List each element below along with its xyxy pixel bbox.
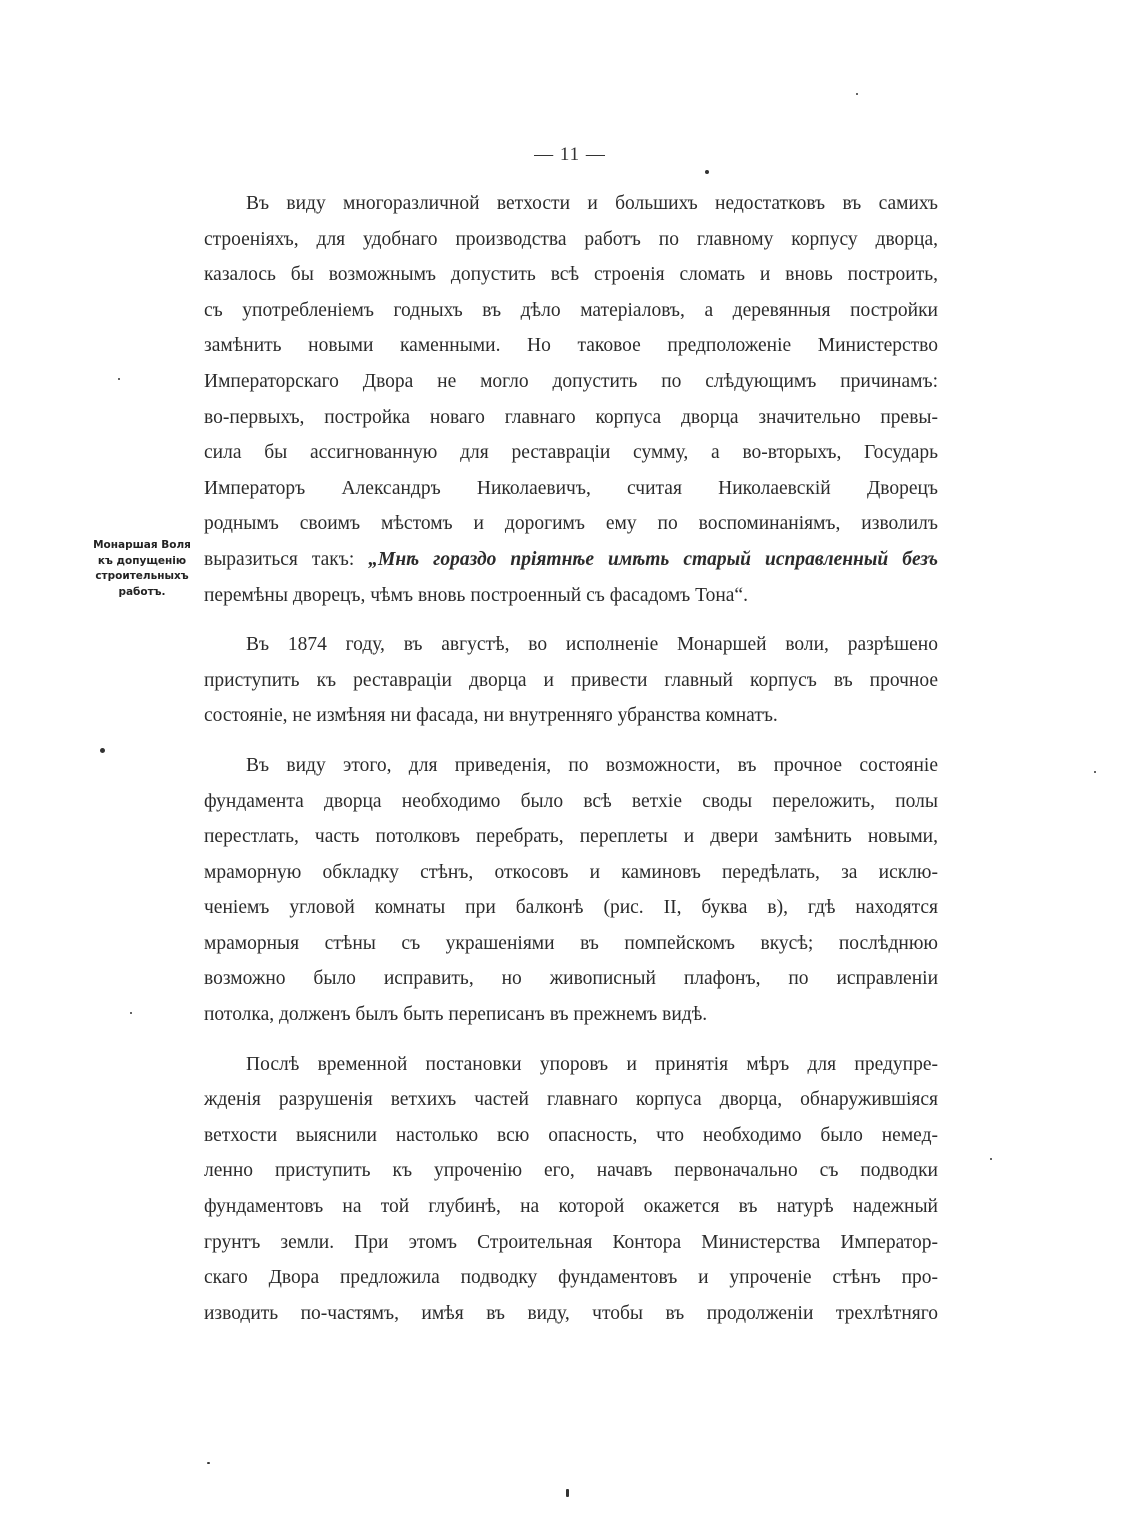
scan-speck <box>118 378 120 380</box>
text-line: ленно приступить къ упроченію его, начавъ первоначально съ подводки <box>204 1160 938 1182</box>
text-run: выразиться такъ: <box>204 548 369 570</box>
text-line: приступить къ реставраціи дворца и привести главный корпусъ въ прочное <box>204 669 938 691</box>
body-text <box>204 186 938 1331</box>
scan-speck <box>1094 771 1096 773</box>
text-line: скаго Двора предложила подводку фундаментовъ и упроченіе стѣнъ про- <box>204 1267 938 1289</box>
margin-note-line: къ допущенію <box>97 554 187 567</box>
paragraph-gap <box>204 734 938 748</box>
margin-note-line: строительныхъ <box>95 570 189 582</box>
text-line: фундамента дворца необходимо было всѣ ветхіе своды переложить, полы <box>204 790 938 812</box>
text-line: во-первыхъ, постройка новаго главнаго корпуса дворца значительно превы- <box>204 406 938 428</box>
scan-speck <box>990 1158 992 1160</box>
margin-note-line: работъ. <box>118 585 166 598</box>
text-line: грунтъ земли. При этомъ Строительная Контора Министерства Император- <box>204 1231 938 1253</box>
text-line: Послѣ временной постановки упоровъ и принятія мѣръ для предупре- <box>246 1053 938 1075</box>
text-line: состояніе, не измѣняя ни фасада, ни внутренняго убранства комнатъ. <box>204 705 778 727</box>
margin-note-line: Монаршая Воля <box>93 539 191 551</box>
text-line: сила бы ассигнованную для реставраціи сумму, а во-вторыхъ, Государь <box>204 442 938 464</box>
text-line: замѣнить новыми каменными. Но таковое предположеніе Министерство <box>204 335 938 357</box>
text-line-with-quote <box>204 542 938 578</box>
paragraph-1 <box>204 186 938 613</box>
scan-speck <box>207 1462 210 1464</box>
text-line: строеніяхъ, для удобнаго производства работъ по главному корпусу дворца, <box>204 228 938 250</box>
text-line: Императоръ Александръ Николаевичъ, считая Николаевскій Дворецъ <box>204 477 938 499</box>
text-line: фундаментовъ на той глубинѣ, на которой окажется въ натурѣ надежный <box>204 1196 938 1218</box>
text-line: перестлать, часть потолковъ перебрать, переплеты и двери замѣнить новыми, <box>204 826 938 848</box>
text-line: Въ 1874 году, въ августѣ, во исполненіе Монаршей воли, разрѣшено <box>246 634 938 656</box>
margin-note <box>92 538 192 600</box>
paragraph-3 <box>204 748 938 1033</box>
paragraph-gap <box>204 613 938 627</box>
text-line: Въ виду этого, для приведенія, по возможности, въ прочное состояніе <box>246 754 938 776</box>
text-line: казалось бы возможнымъ допустить всѣ строенія сломать и вновь построить, <box>204 264 938 286</box>
text-line: съ употребленіемъ годныхъ въ дѣло матеріаловъ, а деревянныя постройки <box>204 299 938 321</box>
text-line: изводить по-частямъ, имѣя въ виду, чтобы въ продолженіи трехлѣтняго <box>204 1302 938 1324</box>
paragraph-gap <box>204 1033 938 1047</box>
quote-line: перемѣны дворецъ, чѣмъ вновь построенный съ фасадомъ Тона“. <box>204 584 748 606</box>
paragraph-2 <box>204 627 938 734</box>
scan-speck <box>705 170 709 174</box>
scan-speck <box>856 93 858 95</box>
scan-speck <box>100 748 105 753</box>
text-line: мраморныя стѣны съ украшеніями въ помпейскомъ вкусѣ; послѣднюю <box>204 932 938 954</box>
scan-speck <box>566 1489 569 1497</box>
text-line: Въ виду многоразличной ветхости и большихъ недостатковъ въ самихъ <box>246 193 938 214</box>
text-line: роднымъ своимъ мѣстомъ и дорогимъ ему по воспоминаніямъ, изволилъ <box>204 513 938 535</box>
text-line: жденія разрушенія ветхихъ частей главнаго корпуса дворца, обнаружившіяся <box>204 1089 938 1111</box>
text-line: возможно было исправить, но живописный плафонъ, по исправленіи <box>204 968 938 990</box>
text-line: ветхости выяснили настолько всю опасность, что необходимо было немед- <box>204 1124 938 1146</box>
scan-speck <box>130 1012 132 1014</box>
text-line: мраморную обкладку стѣнъ, откосовъ и каминовъ передѣлать, за исклю- <box>204 861 938 883</box>
paragraph-4 <box>204 1047 938 1332</box>
text-line: потолка, долженъ былъ быть переписанъ въ прежнемъ видѣ. <box>204 1004 708 1026</box>
text-line: Императорскаго Двора не могло допустить по слѣдующимъ причинамъ: <box>204 370 938 392</box>
page-number: — 11 — <box>534 144 606 165</box>
text-line: ченіемъ угловой комнаты при балконѣ (рис. II, буква в), гдѣ находятся <box>204 897 938 919</box>
quote-text: „Мнѣ гораздо пріятнѣе имѣть старый исправленный безъ <box>368 548 938 570</box>
